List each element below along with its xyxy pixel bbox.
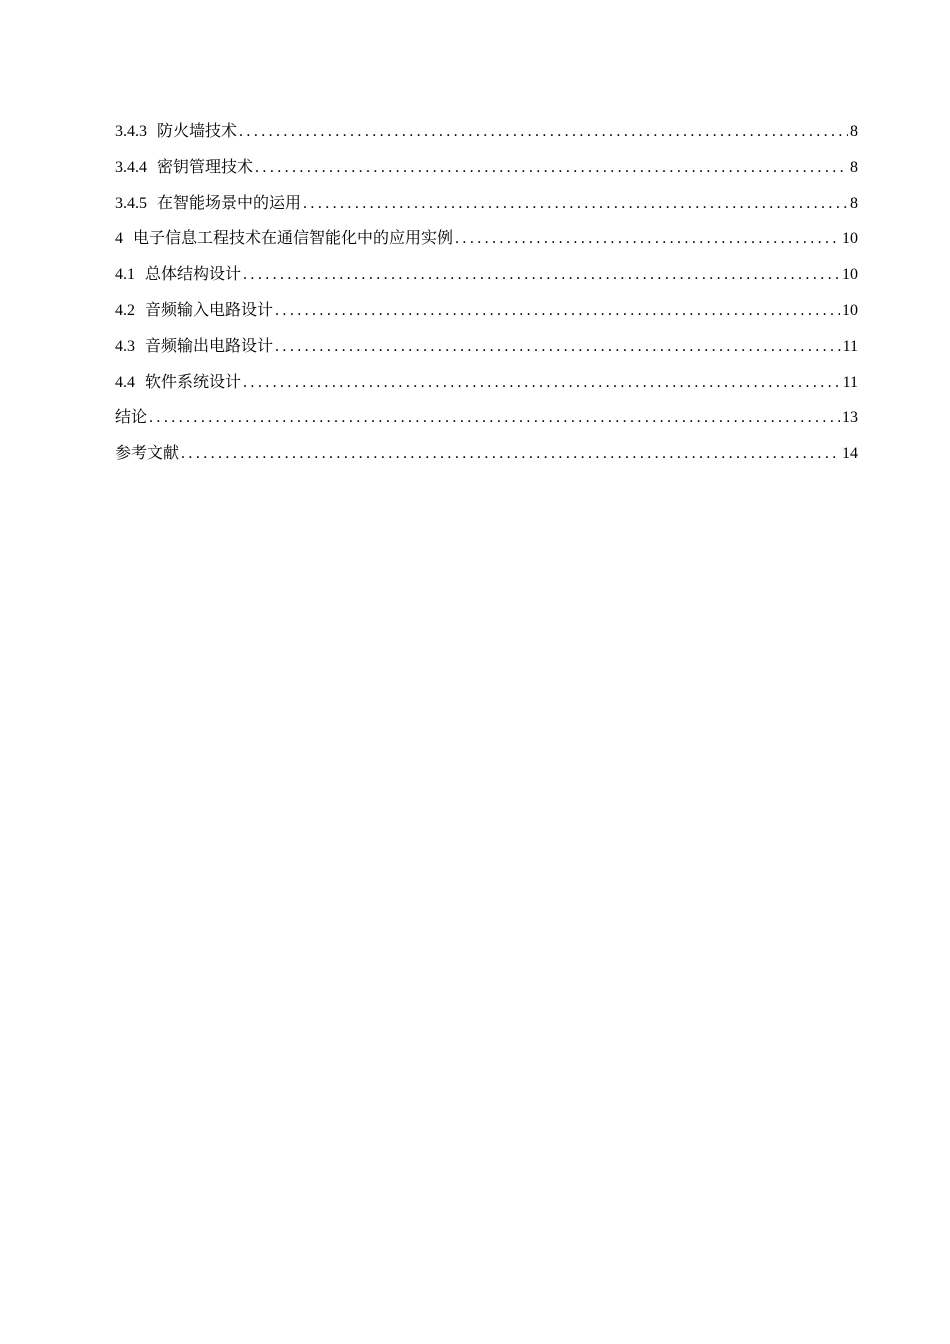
toc-dot-leader <box>239 120 848 144</box>
toc-dot-leader <box>181 442 840 466</box>
toc-entry[interactable] <box>115 371 858 407</box>
toc-entry-number: 4 <box>115 230 123 248</box>
toc-entry-number: 4.2 <box>115 301 135 319</box>
toc-entry-number: 4.4 <box>115 373 135 391</box>
toc-entry-title: 结论 <box>115 409 148 427</box>
toc-entry[interactable] <box>115 120 858 156</box>
toc-entry[interactable] <box>115 263 858 299</box>
toc-entry-title: 在智能场景中的运用 <box>157 194 302 212</box>
toc-entry[interactable] <box>115 156 858 192</box>
toc-entry-title: 密钥管理技术 <box>157 158 254 176</box>
toc-entry-page: 14 <box>842 445 858 463</box>
toc-entry-number: 3.4.4 <box>115 158 147 176</box>
table-of-contents <box>115 120 858 478</box>
toc-entry-title: 音频输入电路设计 <box>145 301 274 319</box>
toc-entry[interactable] <box>115 335 858 371</box>
toc-entry-page: 10 <box>842 301 858 319</box>
toc-entry-page: 8 <box>850 158 858 176</box>
toc-entry[interactable] <box>115 406 858 442</box>
toc-entry[interactable] <box>115 299 858 335</box>
toc-entry-page: 11 <box>842 337 858 355</box>
toc-entry-page: 11 <box>842 373 858 391</box>
toc-dot-leader <box>243 263 840 287</box>
toc-entry-title: 音频输出电路设计 <box>145 337 274 355</box>
toc-entry-number: 4.3 <box>115 337 135 355</box>
toc-dot-leader <box>149 406 840 430</box>
toc-entry-title: 参考文献 <box>115 445 180 463</box>
toc-entry[interactable] <box>115 192 858 228</box>
toc-dot-leader <box>303 192 848 216</box>
toc-entry-page: 13 <box>842 409 858 427</box>
toc-entry[interactable] <box>115 227 858 263</box>
toc-entry-title: 电子信息工程技术在通信智能化中的应用实例 <box>133 230 454 248</box>
toc-dot-leader <box>275 299 840 323</box>
toc-entry-page: 10 <box>842 266 858 284</box>
toc-entry-title: 软件系统设计 <box>145 373 242 391</box>
toc-dot-leader <box>255 156 848 180</box>
toc-entry-title: 总体结构设计 <box>145 266 242 284</box>
toc-entry-page: 10 <box>842 230 858 248</box>
toc-dot-leader <box>243 371 841 395</box>
toc-entry-page: 8 <box>850 194 858 212</box>
toc-entry-number: 4.1 <box>115 266 135 284</box>
toc-entry[interactable] <box>115 442 858 478</box>
toc-entry-number: 3.4.3 <box>115 123 147 140</box>
toc-dot-leader <box>275 335 841 359</box>
toc-dot-leader <box>455 227 840 251</box>
toc-entry-page: 8 <box>850 123 858 140</box>
toc-entry-title: 防火墙技术 <box>157 123 238 140</box>
toc-entry-number: 3.4.5 <box>115 194 147 212</box>
